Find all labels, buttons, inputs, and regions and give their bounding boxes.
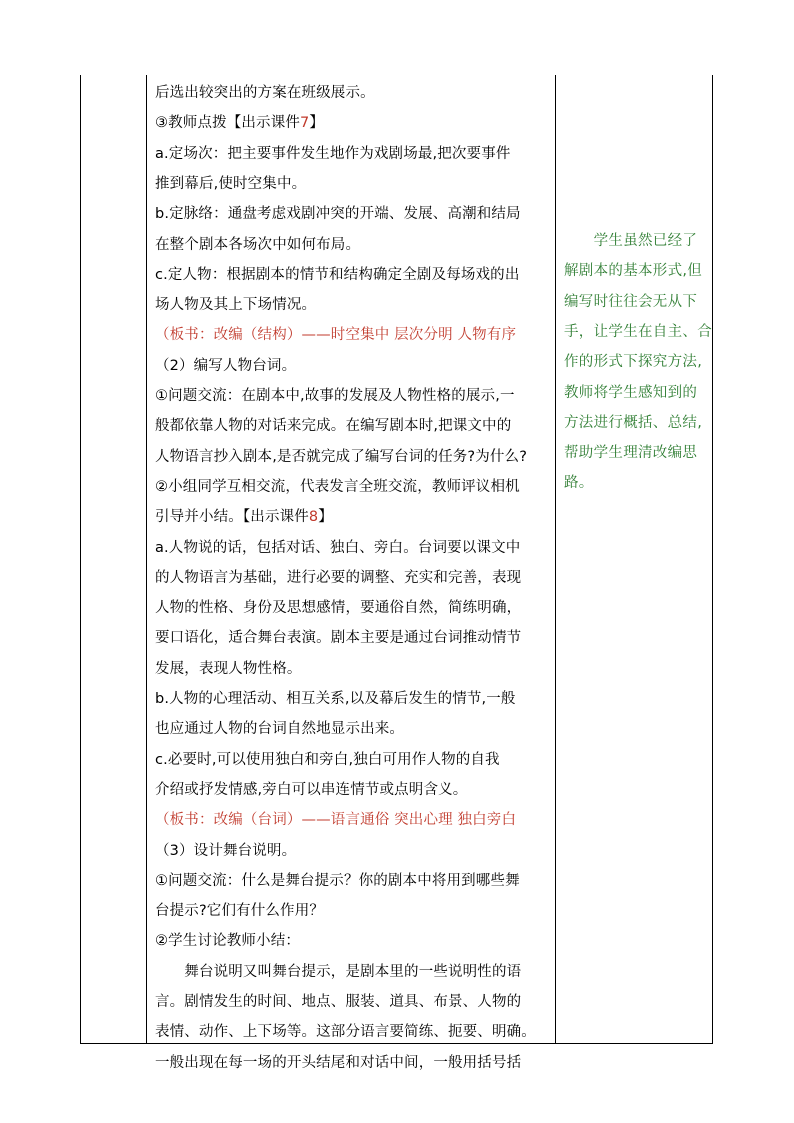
- line-text: b.定脉络：通盘考虑戏剧冲突的开端、发展、高潮和结局: [155, 206, 521, 223]
- line-text: 后选出较突出的方案在班级展示。: [155, 85, 375, 101]
- body-text-line: [155, 477, 520, 497]
- board-note-line: [155, 810, 516, 830]
- lesson-table: [80, 75, 713, 1071]
- design-intent-line: 教师将学生感知到的: [564, 384, 698, 401]
- line-text: 般都依靠人物的对话来完成。在编写剧本时,把课文中的: [155, 418, 512, 435]
- body-text-line: [155, 416, 511, 436]
- design-intent-line: 学生虽然已经了: [564, 233, 698, 249]
- line-text: a.定场次：把主要事件发生地作为戏剧场最,把次要事件: [155, 145, 511, 162]
- body-text-line: [155, 931, 300, 951]
- body-text-line: [155, 750, 500, 770]
- board-note-line: [155, 325, 516, 345]
- body-text-line: [155, 719, 404, 739]
- design-intent-line: 解剧本的基本形式,但: [564, 263, 703, 280]
- line-text: 人物语言抄入剧本,是否就完成了编写台词的任务?为什么?: [155, 448, 528, 465]
- body-text-line: [155, 113, 324, 133]
- line-text: ③教师点拨: [155, 115, 227, 132]
- teaching-process-column: [147, 75, 551, 1071]
- body-text-line: [155, 174, 306, 194]
- line-text: c.定人物：根据剧本的情节和结构确定全剧及每场戏的出: [155, 266, 520, 283]
- body-text-line: [155, 689, 516, 709]
- line-text: （2）编写人物台词。: [155, 357, 297, 374]
- line-text: 人物的性格、身份及思想感情，要通俗自然，简练明确，: [155, 600, 522, 617]
- body-text-line: [155, 265, 519, 285]
- line-text: ①问题交流：什么是舞台提示？你的剧本中将用到哪些舞: [155, 872, 520, 889]
- body-text-line: [155, 538, 520, 558]
- line-text: 的人物语言为基础，进行必要的调整、充实和完善，表现: [155, 569, 522, 586]
- body-text-line: [155, 507, 333, 527]
- line-text: 在整个剧本各场次中如何布局。: [155, 236, 361, 253]
- line-text: 发展，表现人物性格。: [155, 660, 302, 677]
- body-text-line: [155, 1053, 521, 1073]
- table-left-border: [80, 75, 81, 1044]
- body-text-line: [155, 356, 296, 376]
- line-text: a.人物说的话，包括对话、独白、旁白。台词要以课文中: [155, 539, 521, 556]
- courseware-reference: 【出示课件7】: [226, 115, 325, 132]
- line-text: 介绍或抒发情感,旁白可以串连情节或点明含义。: [155, 781, 468, 798]
- body-text-line: [155, 659, 302, 679]
- line-text: 台提示?它们有什么作用？: [155, 903, 324, 920]
- line-text: 言。剧情发生的时间、地点、服装、道具、布景、人物的: [155, 994, 522, 1010]
- body-text-line: [155, 235, 360, 255]
- body-text-line: [155, 901, 324, 921]
- line-text: b.人物的心理活动、相互关系,以及幕后发生的情节,一般: [155, 691, 516, 707]
- line-text: 场人物及其上下场情况。: [155, 297, 317, 314]
- line-text: 舞台说明又叫舞台提示，是剧本里的一些说明性的语: [155, 963, 522, 980]
- line-text: 引导并小结。: [155, 509, 243, 526]
- line-text: （3）设计舞台说明。: [155, 842, 297, 859]
- column-divider-2: [555, 75, 556, 1044]
- line-text: ①问题交流：在剧本中,故事的发展及人物性格的展示,一: [155, 388, 515, 404]
- design-intent-line: 路。: [564, 475, 594, 492]
- design-intent-column: [560, 75, 712, 1044]
- body-text-line: [155, 962, 521, 982]
- body-text-line: [155, 295, 316, 315]
- line-text: （板书：改编（结构）——时空集中 层次分明 人物有序: [155, 327, 517, 344]
- line-text: ②学生讨论教师小结：: [155, 933, 300, 950]
- body-text-line: [155, 841, 296, 861]
- line-text: 表情、动作、上下场等。这部分语言要简练、扼要、明确。: [155, 1024, 536, 1041]
- design-intent-line: 帮助学生理清改编思: [564, 445, 698, 462]
- line-text: 也应通过人物的台词自然地显示出来。: [155, 721, 405, 738]
- body-text-line: [155, 144, 511, 164]
- line-text: 推到幕后,使时空集中。: [155, 175, 307, 192]
- body-text-line: [155, 628, 521, 648]
- design-intent-line: 手，让学生在自主、合: [564, 323, 712, 340]
- table-right-border: [712, 75, 713, 1044]
- body-text-line: [155, 992, 521, 1012]
- design-intent-line: 方法进行概括、总结,: [564, 414, 703, 431]
- line-text: c.必要时,可以使用独白和旁白,独白可用作人物的自我: [155, 751, 500, 768]
- body-text-line: [155, 83, 375, 103]
- line-text: 要口语化，适合舞台表演。剧本主要是通过台词推动情节: [155, 630, 522, 647]
- body-text-line: [155, 780, 467, 800]
- line-text: （板书：改编（台词）——语言通俗 突出心理 独白旁白: [155, 812, 517, 829]
- courseware-reference: 【出示课件8】: [242, 509, 333, 526]
- body-text-line: [155, 386, 515, 406]
- body-text-line: [155, 204, 521, 224]
- body-text-line: [155, 568, 521, 588]
- line-text: 一般出现在每一场的开头结尾和对话中间，一般用括号括: [155, 1054, 522, 1071]
- line-text: ②小组同学互相交流，代表发言全班交流，教师评议相机: [155, 478, 520, 495]
- body-text-line: [155, 598, 521, 618]
- design-intent-line: 编写时往往会无从下: [564, 293, 698, 310]
- body-text-line: [155, 871, 520, 891]
- design-intent-line: 作的形式下探究方法,: [564, 354, 703, 371]
- body-text-line: [155, 1022, 536, 1042]
- body-text-line: [155, 447, 527, 467]
